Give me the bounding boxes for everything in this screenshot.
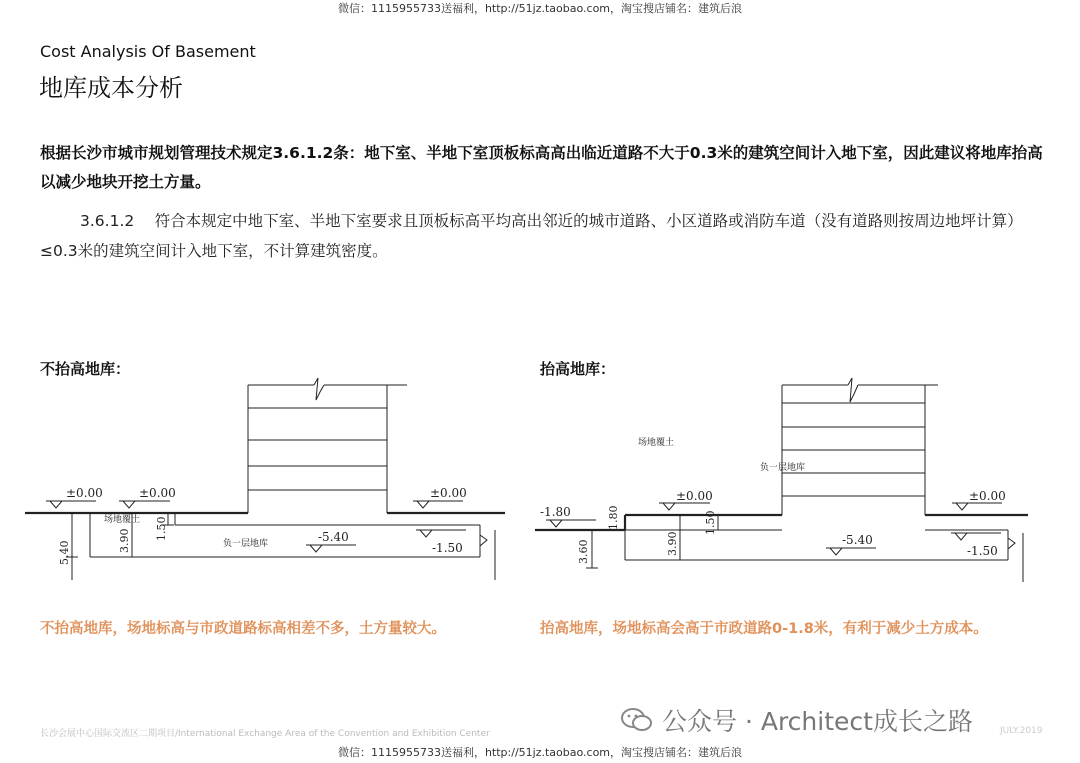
right-elev-road-right: ±0.00 — [969, 489, 1006, 503]
watermark-bottom: 微信：1115955733送福利，http://51jz.taobao.com，淘宝搜店铺名：建筑后浪 — [337, 746, 743, 759]
regulation-clause: 3.6.1.2 符合本规定中地下室、半地下室要求且顶板标高平均高出邻近的城市道路、小区道路或消防车道（没有道路则按周边地坪计算）≤0.3米的建筑空间计入地下室，不计算建筑密度。 — [40, 212, 1023, 260]
left-label-fill: 场地覆土 — [104, 515, 141, 525]
left-diagram-heading: 不抬高地库： — [40, 360, 131, 378]
page-title-english: Cost Analysis Of Basement — [40, 42, 256, 61]
right-dim-180: 1.80 — [607, 505, 620, 530]
gongzhonghao-text: 公众号 · Architect成长之路 — [662, 707, 973, 736]
right-diagram-heading: 抬高地库： — [540, 360, 616, 378]
gongzhonghao-watermark — [620, 700, 973, 740]
left-elev-site: ±0.00 — [139, 486, 176, 500]
left-elev-bottom: -5.40 — [318, 530, 349, 544]
footer-date: JULY.2019 — [1000, 726, 1043, 736]
left-elev-right-low: -1.50 — [432, 541, 463, 555]
left-dim-150: 1.50 — [155, 516, 168, 541]
right-elev-road-left: -1.80 — [540, 505, 571, 519]
right-dim-390: 3.90 — [666, 531, 679, 556]
right-elev-site: ±0.00 — [676, 489, 713, 503]
right-label-fill: 场地覆土 — [638, 438, 675, 448]
left-dim-540: 5.40 — [58, 540, 71, 565]
left-label-basement: 负一层地库 — [223, 539, 269, 549]
wechat-icon — [620, 706, 654, 734]
left-elev-road-right: ±0.00 — [430, 486, 467, 500]
right-section-diagram — [530, 370, 1050, 590]
right-dim-360: 3.60 — [577, 539, 590, 564]
right-elev-right-low: -1.50 — [967, 544, 998, 558]
watermark-top: 微信：1115955733送福利，http://51jz.taobao.com，淘宝搜店铺名：建筑后浪 — [337, 2, 743, 15]
right-diagram-caption: 抬高地库，场地标高会高于市政道路0-1.8米，有利于减少土方成本。 — [540, 621, 988, 637]
right-label-basement: 负一层地库 — [760, 463, 806, 473]
footer-project-name: 长沙会展中心国际交流区二期项目/International Exchange Area of the Convention and Exhibition Center — [40, 729, 490, 739]
left-elev-road-left: ±0.00 — [66, 486, 103, 500]
right-dim-150: 1.50 — [704, 510, 717, 535]
left-section-diagram — [20, 370, 525, 585]
left-diagram-caption: 不抬高地库，场地标高与市政道路标高相差不多，土方量较大。 — [40, 621, 446, 637]
page-title-chinese: 地库成本分析 — [39, 74, 183, 102]
right-elev-bottom: -5.40 — [842, 533, 873, 547]
left-dim-390: 3.90 — [118, 528, 131, 553]
regulation-summary: 根据长沙市城市规划管理技术规定3.6.1.2条：地下室、半地下室顶板标高高出临近道路不大于0.3米的建筑空间计入地下室，因此建议将地库抬高以减少地块开挖土方量。 — [40, 144, 1043, 191]
